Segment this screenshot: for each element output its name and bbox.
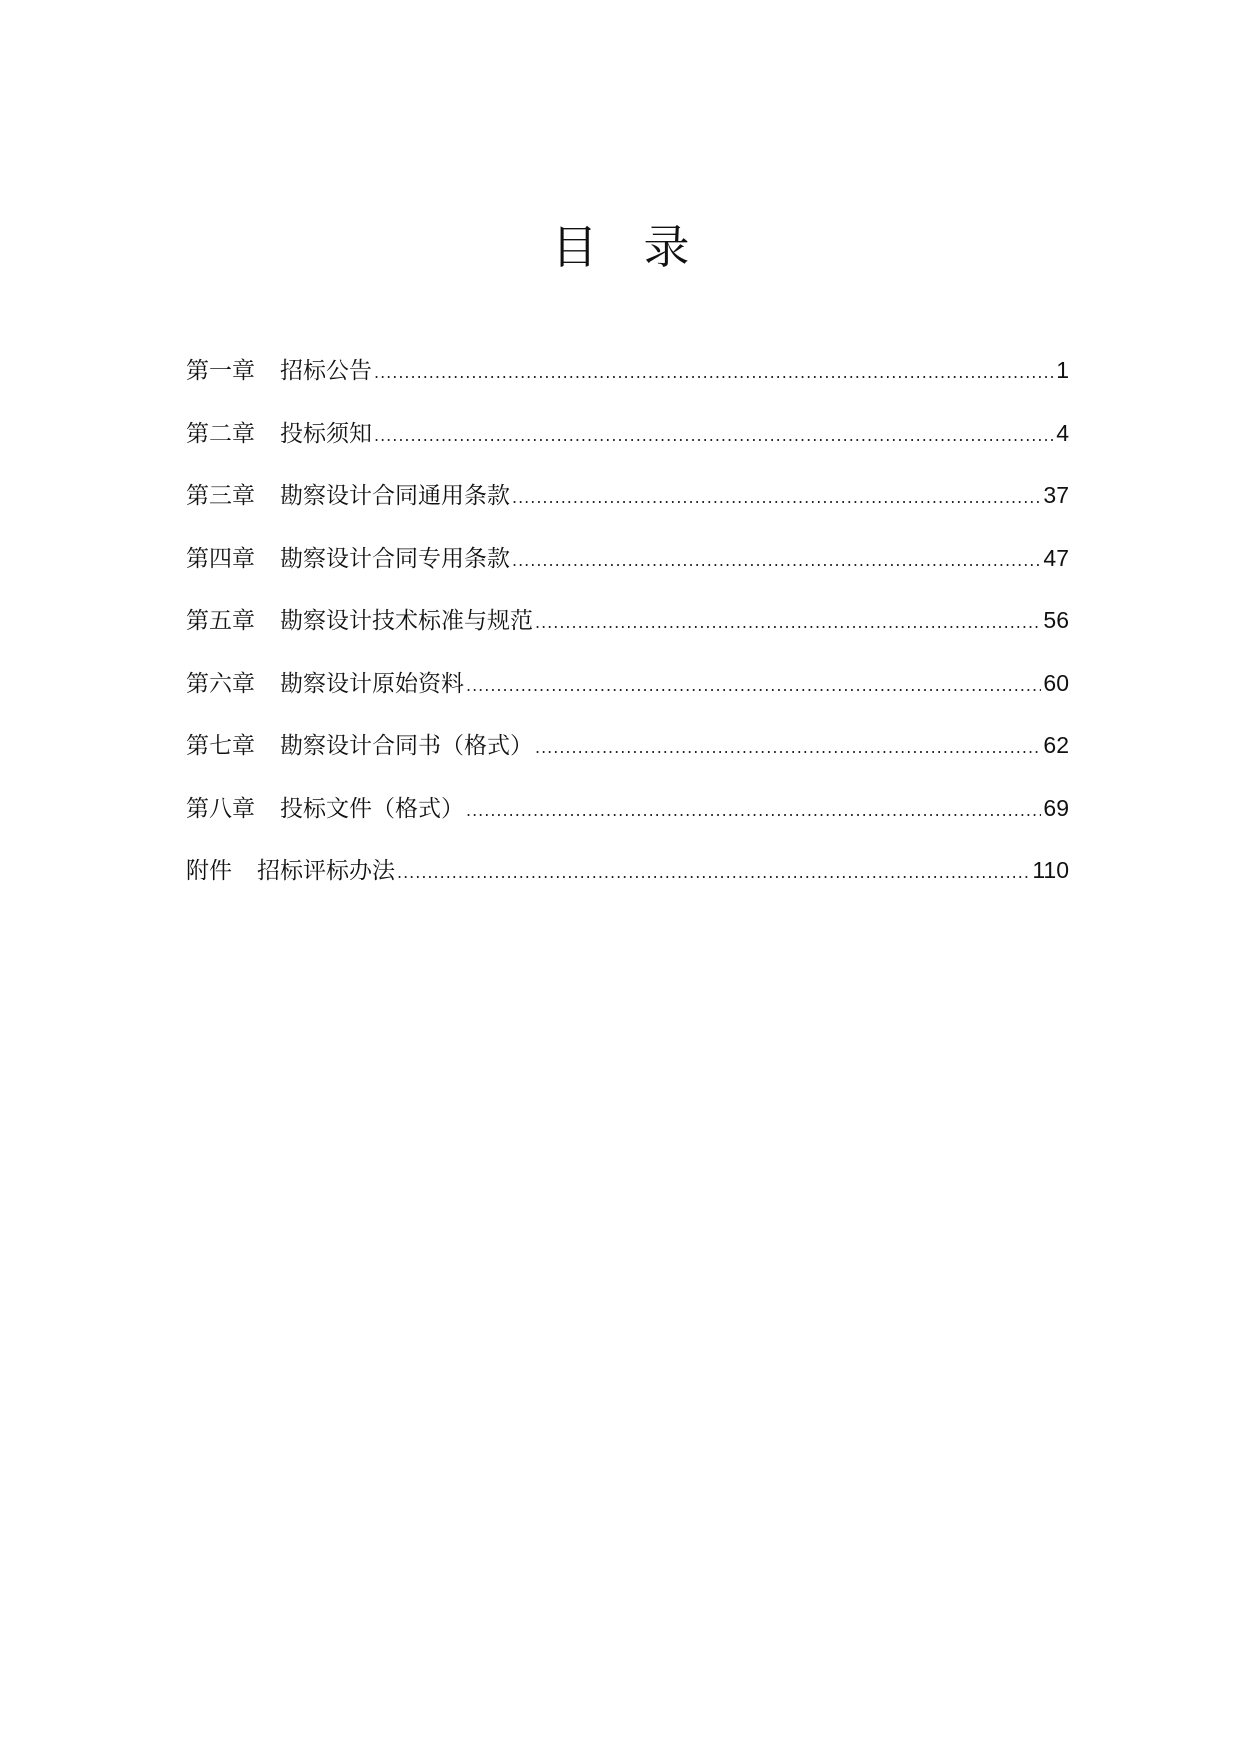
toc-page-number: 4 — [1056, 419, 1069, 446]
toc-entry[interactable] — [186, 478, 1069, 541]
page-title: 目 录 — [551, 219, 690, 274]
toc-dot-leader — [374, 356, 1054, 390]
toc-page-number: 60 — [1043, 669, 1069, 696]
toc-chapter-number: 第七章 — [186, 733, 255, 759]
toc-dot-leader — [512, 481, 1041, 515]
toc-chapter-number: 第一章 — [186, 358, 255, 384]
toc-chapter-number: 第六章 — [186, 670, 255, 697]
toc-chapter-title: 勘察设计合同通用条款 — [280, 483, 510, 509]
toc-page-number: 110 — [1032, 857, 1069, 883]
toc-chapter-number: 附件 — [186, 858, 232, 884]
toc-chapter-number: 第四章 — [186, 545, 255, 572]
toc-entry[interactable] — [186, 603, 1069, 666]
toc-chapter-title: 投标须知 — [280, 420, 372, 447]
toc-chapter-number: 第三章 — [186, 483, 255, 509]
toc-entry[interactable] — [186, 541, 1069, 604]
toc-chapter-number: 第八章 — [186, 795, 255, 822]
toc-dot-leader — [374, 419, 1054, 453]
toc-chapter-number: 第五章 — [186, 608, 255, 634]
toc-chapter-title: 勘察设计原始资料 — [280, 670, 464, 697]
toc-chapter-title: 招标公告 — [280, 358, 372, 384]
toc-dot-leader — [397, 856, 1030, 890]
toc-chapter-title: 勘察设计合同专用条款 — [280, 545, 510, 572]
toc-page-number: 1 — [1056, 357, 1069, 383]
toc-entry[interactable] — [186, 728, 1069, 791]
toc-page-number: 69 — [1043, 794, 1069, 821]
toc-dot-leader — [535, 606, 1041, 640]
toc-entry[interactable] — [186, 416, 1069, 479]
toc-entry[interactable] — [186, 853, 1069, 916]
toc-list — [186, 353, 1069, 916]
toc-page-number: 37 — [1043, 482, 1069, 508]
toc-page-number: 56 — [1043, 607, 1069, 633]
toc-chapter-number: 第二章 — [186, 420, 255, 447]
toc-entry[interactable] — [186, 666, 1069, 729]
toc-entry[interactable] — [186, 353, 1069, 416]
toc-dot-leader — [512, 544, 1041, 578]
toc-dot-leader — [535, 731, 1041, 765]
toc-dot-leader — [466, 669, 1041, 703]
toc-chapter-title: 投标文件（格式） — [280, 795, 464, 822]
toc-chapter-title: 招标评标办法 — [257, 858, 395, 884]
toc-entry[interactable] — [186, 791, 1069, 854]
toc-chapter-title: 勘察设计合同书（格式） — [280, 733, 533, 759]
toc-dot-leader — [466, 794, 1041, 828]
toc-page-number: 62 — [1043, 732, 1069, 758]
toc-page-number: 47 — [1043, 544, 1069, 571]
toc-chapter-title: 勘察设计技术标准与规范 — [280, 608, 533, 634]
